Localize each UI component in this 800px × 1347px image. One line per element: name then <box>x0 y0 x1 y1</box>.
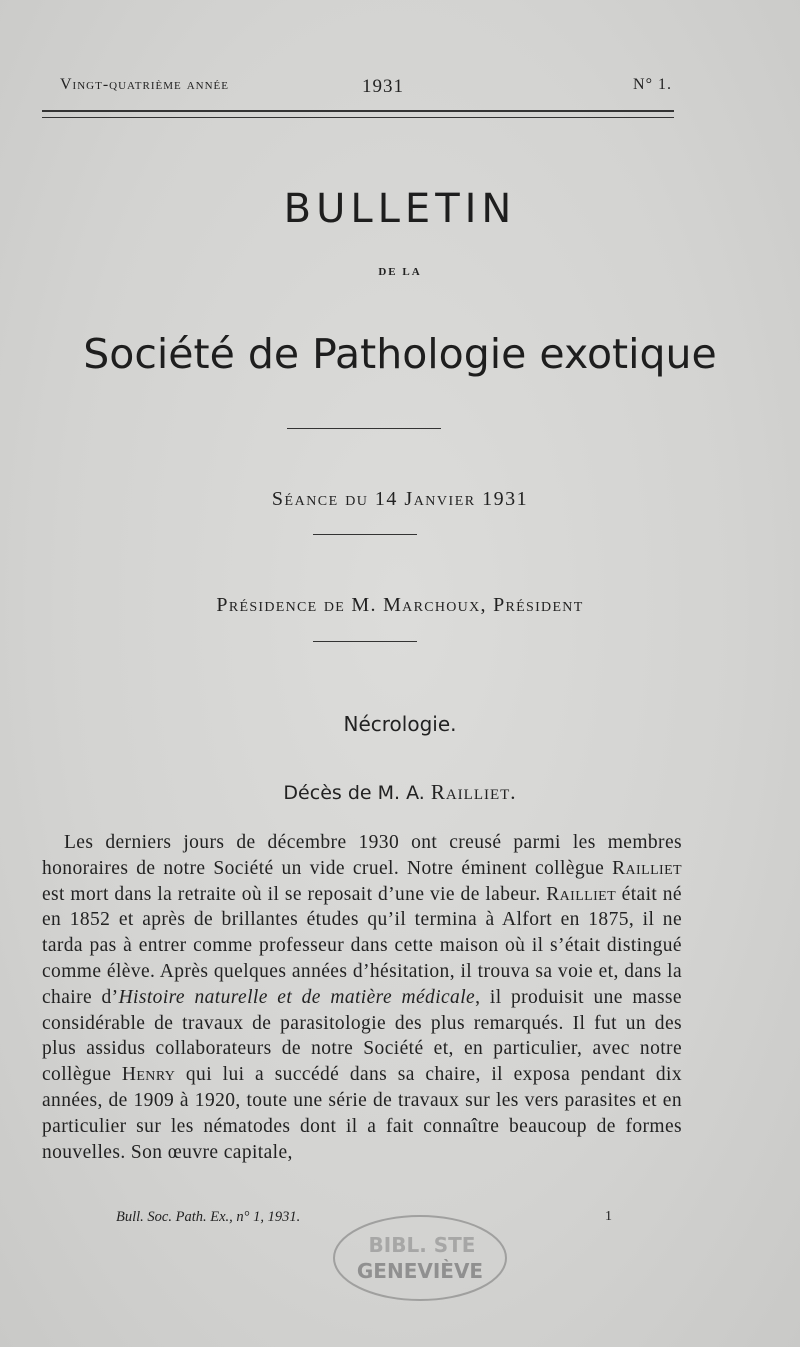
bulletin-title: BULLETIN <box>283 186 517 232</box>
presidency-line: Présidence de M. Marchoux, Président <box>216 594 584 616</box>
society-name: Société de Pathologie exotique <box>83 330 717 378</box>
text-run: Les derniers jours de décembre 1930 ont creusé parmi les membres honoraires de notre Société un vide cruel. Notre éminent collègue <box>42 832 682 879</box>
name-henry: Henry <box>121 1064 176 1086</box>
name-railliet: Railliet <box>612 857 682 879</box>
text-run: qui lui a succédé dans sa chaire, il exposa pendant dix années, de 1909 à 1920, toute une série de travaux sur les vers parasites et en particulier sur les nématodes dont il a fait connaître beaucoup de formes nouvelles. Son œuvre capitale, <box>42 1064 683 1163</box>
stamp-line-2: GENEVIÈVE <box>356 1259 484 1283</box>
stamp-line-1: BIBL. STE <box>368 1233 476 1257</box>
text-run: est mort dans la retraite où il se reposait d’une vie de labeur. <box>42 883 547 905</box>
divider-rule <box>287 428 441 429</box>
article-body <box>42 830 682 1165</box>
issue-number: N° 1. <box>633 76 672 93</box>
text-run: était né en 1852 et après de brillantes études qu’il termina à Alfort en 1875, il ne tarda pas à entrer comme professeur dans cette maison où il s’était distingué comme élève. Après quelques années d’hésitation, il trouva sa voie et, dans la chaire d’ <box>42 883 682 1008</box>
name-railliet: Railliet <box>546 883 617 905</box>
volume-year: Vingt-quatrième année <box>60 76 229 93</box>
subtitle-prefix: Décès de M. A. <box>283 782 425 804</box>
library-stamp <box>330 1212 510 1304</box>
page-number: 1 <box>605 1209 612 1224</box>
title-connector: DE LA <box>378 266 422 278</box>
year: 1931 <box>362 76 404 97</box>
paragraph <box>42 830 682 1165</box>
divider-rule <box>313 534 417 535</box>
footer-citation: Bull. Soc. Path. Ex., n° 1, 1931. <box>116 1209 301 1225</box>
subtitle-name: Railliet. <box>430 780 517 804</box>
chair-title: Histoire naturelle et de matière médicale <box>118 986 476 1008</box>
header-double-rule <box>42 110 674 118</box>
running-head <box>60 76 672 102</box>
article-subtitle <box>0 780 800 805</box>
session-date: Séance du 14 Janvier 1931 <box>271 488 529 510</box>
section-heading: Nécrologie. <box>343 712 457 736</box>
text-run: , il produisit une masse considérable de travaux de parasitologie des plus remarqués. Il fut un des plus assidus collaborateurs de notre Société et, en particulier, avec notre collègue <box>42 986 682 1086</box>
divider-rule <box>313 641 417 642</box>
